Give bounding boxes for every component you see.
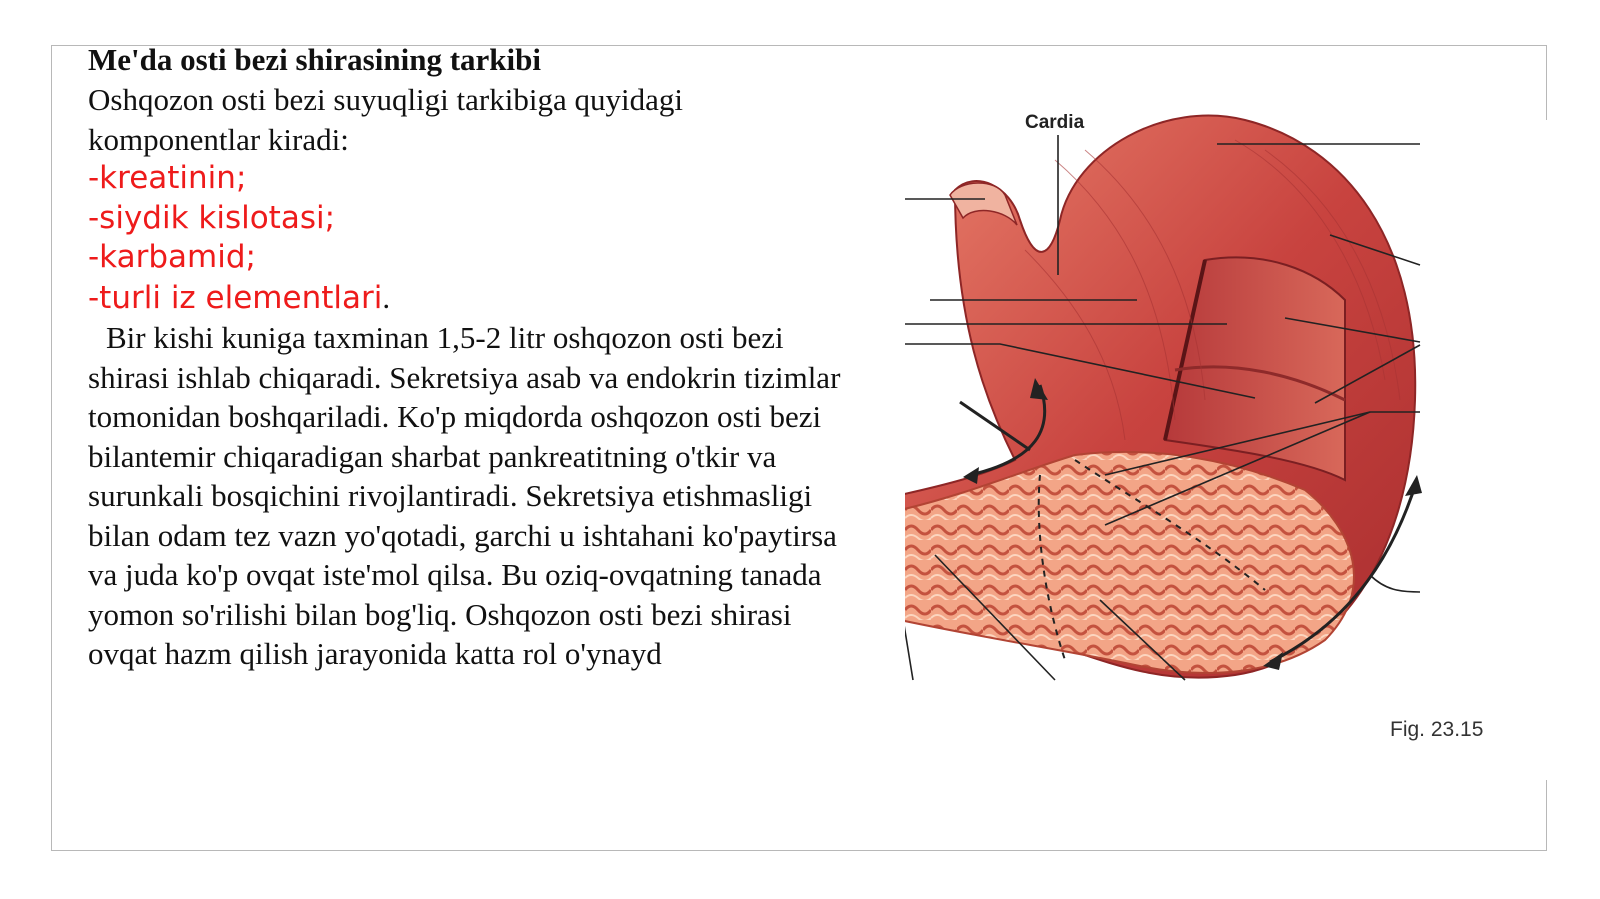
text-block (88, 40, 848, 674)
body-paragraph: Bir kishi kuniga taxminan 1,5-2 litr oshqozon osti bezi shirasi ishlab chiqaradi. Sekretsiya asab va endokrin tizimlar tomonidan boshqariladi. Ko'p miqdorda oshqozon osti bezi bilantemir chiqaradigan sharbat pankreatitning o'tkir va surunkali bosqichini rivojlantiradi. Sekretsiya etishmasligi bilan odam tez vazn yo'qotadi, garchi u ishtahani ko'paytirsa va juda ko'p ovqat iste'mol qilsa. Bu oziq-ovqatning tanada yomon so'rilishi bilan bog'liq. Oshqozon osti bezi shirasi ovqat hazm qilish jarayonida katta rol o'ynayd (88, 320, 841, 671)
stomach-anatomy-illustration (905, 100, 1465, 740)
components-list (88, 159, 848, 318)
list-item: -karbamid; (88, 239, 256, 275)
frame-gap (1540, 120, 1552, 780)
list-item: -siydik kislotasi; (88, 199, 336, 236)
cardia-label: Cardia (1025, 112, 1085, 133)
list-end-period: . (382, 279, 391, 315)
figure-caption: Fig. 23.15 (1390, 718, 1484, 741)
list-item: -kreatinin; (88, 160, 247, 196)
slide-title: Me'da osti bezi shirasining tarkibi (88, 42, 541, 77)
intro-text: Oshqozon osti bezi suyuqligi tarkibiga quyidagi komponentlar kiradi: (88, 82, 683, 157)
list-item: -turli iz elementlari. (88, 279, 391, 316)
